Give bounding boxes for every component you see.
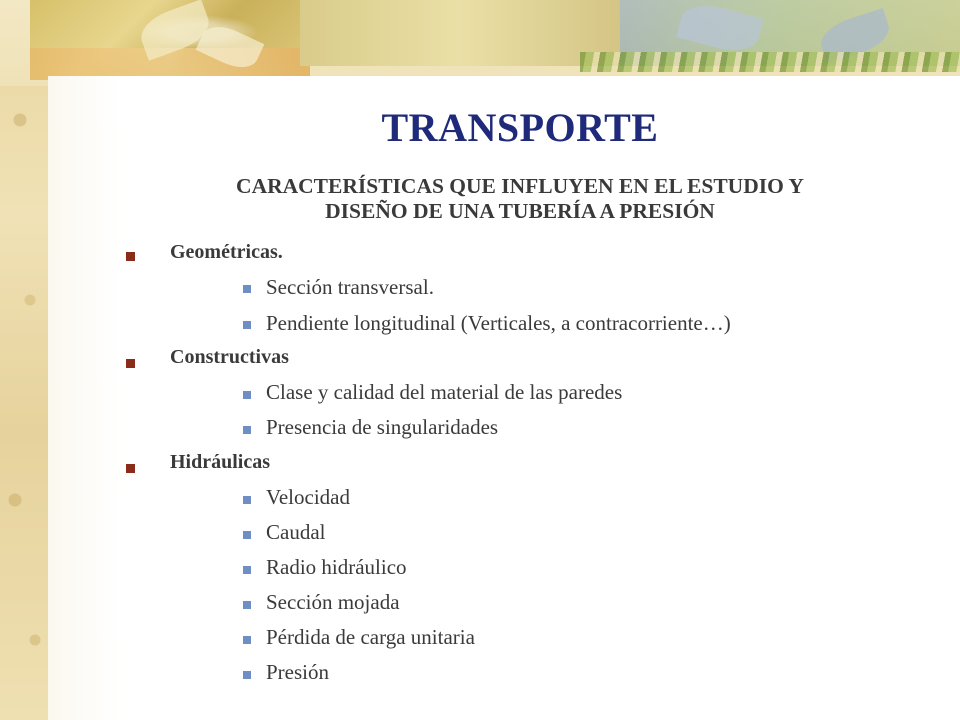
list-item: Radio hidráulico (266, 555, 407, 579)
group-label: Hidráulicas (170, 451, 271, 473)
list-item: Presencia de singularidades (266, 415, 499, 439)
list-item: Velocidad (266, 485, 350, 509)
slide-title: TRANSPORTE (381, 105, 659, 150)
square-bullet-icon (126, 359, 135, 368)
group-label: Constructivas (170, 346, 289, 368)
square-bullet-icon (243, 566, 251, 574)
slide-subtitle (150, 174, 890, 224)
square-bullet-icon (243, 321, 251, 329)
square-bullet-icon (243, 285, 251, 293)
list-item: Sección mojada (266, 590, 400, 614)
square-bullet-icon (243, 426, 251, 434)
list-item: Pendiente longitudinal (Verticales, a contracorriente…) (266, 311, 731, 335)
square-bullet-icon (243, 636, 251, 644)
list-item: Presión (266, 660, 329, 684)
square-bullet-icon (243, 671, 251, 679)
top-decorative-banner (0, 0, 960, 86)
group-label: Geométricas. (170, 241, 283, 263)
square-bullet-icon (243, 601, 251, 609)
square-bullet-icon (243, 531, 251, 539)
banner-green-stripe (580, 52, 960, 72)
square-bullet-icon (243, 496, 251, 504)
list-item: Caudal (266, 520, 326, 544)
list-item: Sección transversal. (266, 275, 434, 299)
square-bullet-icon (126, 252, 135, 261)
subtitle-line: CARACTERÍSTICAS QUE INFLUYEN EN EL ESTUDIO Y (236, 174, 804, 198)
list-item: Clase y calidad del material de las paredes (266, 380, 623, 404)
banner-middle-block (300, 0, 620, 66)
square-bullet-icon (126, 464, 135, 473)
square-bullet-icon (243, 391, 251, 399)
list-item: Pérdida de carga unitaria (266, 625, 475, 649)
subtitle-line: DISEÑO DE UNA TUBERÍA A PRESIÓN (325, 199, 715, 223)
